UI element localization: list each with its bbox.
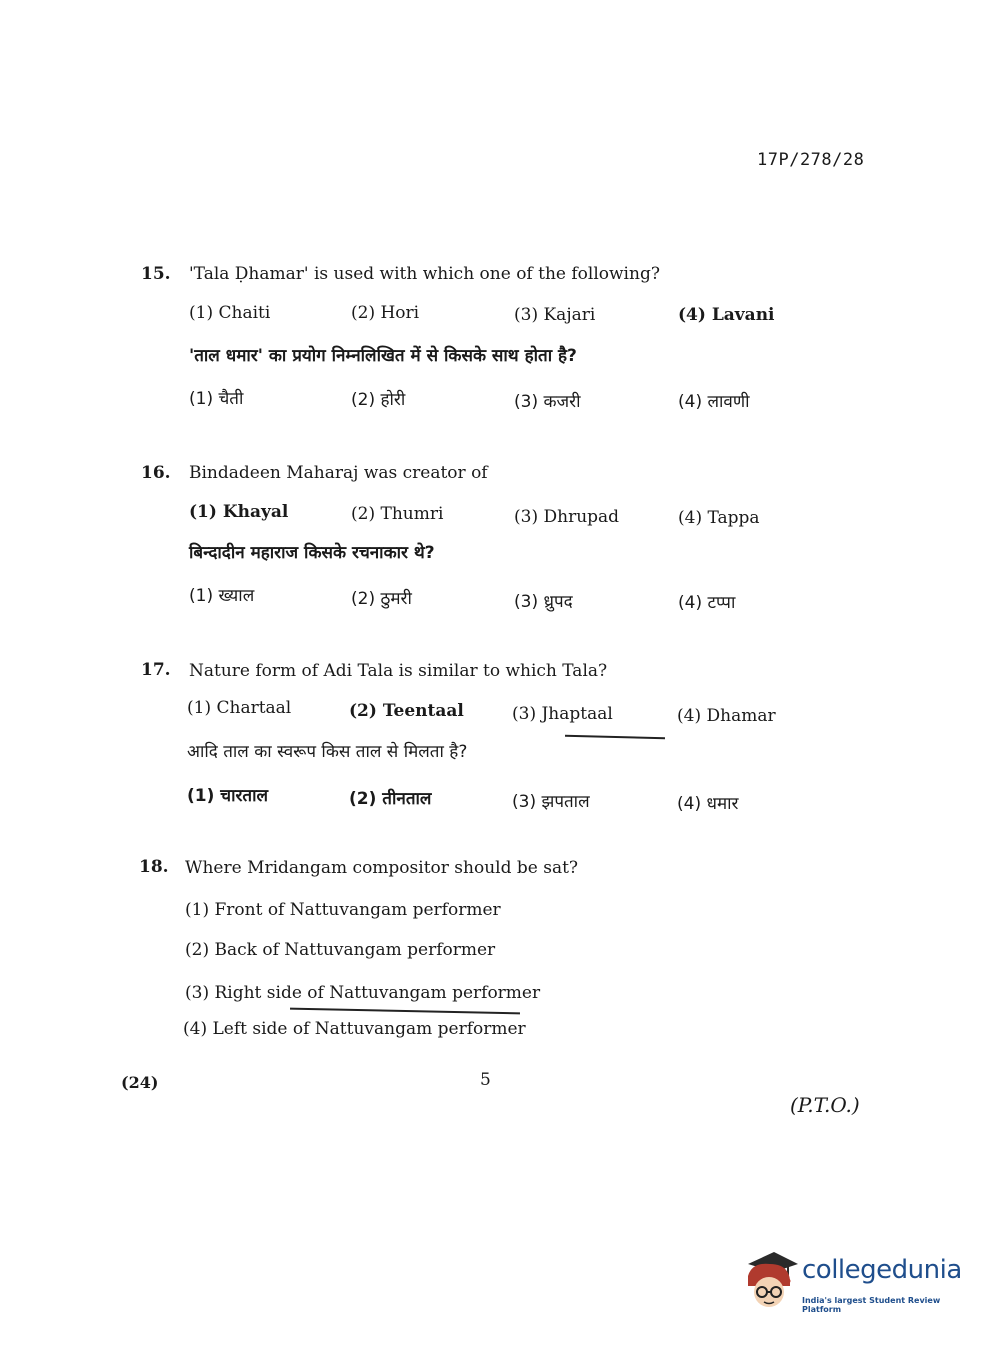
question-16-text-en: Bindadeen Maharaj was creator of [189,463,488,483]
q17-option-4-en: (4) Dhamar [677,706,776,726]
q15-option-2-en: (2) Hori [351,303,420,323]
q18-option-3: (3) Right side of Nattuvangam performer [185,983,541,1003]
collegedunia-logo [742,1250,972,1320]
q16-option-2-en: (2) Thumri [351,504,444,524]
paper-code: 17P/278/28 [757,150,865,170]
footer-count: (24) [121,1073,159,1092]
pto-note: (P.T.O.) [790,1093,860,1117]
mascot-icon [742,1250,798,1312]
q16-option-2-hi: (2) ठुमरी [351,589,412,609]
q18-option-4: (4) Left side of Nattuvangam performer [183,1019,526,1039]
question-17-text-hi: आदि ताल का स्वरूप किस ताल से मिलता है? [187,742,468,762]
q17-option-2-hi: (2) तीनताल [349,789,432,809]
q16-option-3-hi: (3) ध्रुपद [514,592,573,612]
logo-wordmark: collegedunia [802,1255,962,1285]
pen-underline-mark [565,735,665,740]
question-18-text-en: Where Mridangam compositor should be sat? [185,858,579,878]
q15-option-2-hi: (2) होरी [351,390,406,410]
q15-option-1-en: (1) Chaiti [189,303,271,323]
q16-option-4-hi: (4) टप्पा [678,593,736,613]
q17-option-3-en: (3) Jhaptaal [512,704,613,724]
question-16-text-hi: बिन्दादीन महाराज किसके रचनाकार थे? [189,543,435,563]
page-number: 5 [480,1070,491,1090]
q17-option-3-hi: (3) झपताल [512,792,590,812]
q16-option-3-en: (3) Dhrupad [514,507,620,527]
q16-option-1-hi: (1) ख्याल [189,586,255,606]
q15-option-3-en: (3) Kajari [514,305,596,325]
q17-option-1-hi: (1) चारताल [187,786,269,806]
question-16-number: 16. [141,463,171,483]
pen-underline-mark [290,1008,520,1015]
question-18-number: 18. [139,857,169,877]
question-15-text-hi: 'ताल धमार' का प्रयोग निम्नलिखित में से किसके साथ होता है? [189,346,577,366]
question-17-number: 17. [141,660,171,680]
q16-option-4-en: (4) Tappa [678,508,760,528]
q16-option-1-en: (1) Khayal [189,502,289,522]
logo-tagline: India's largest Student Review Platform [802,1296,941,1314]
q18-option-2: (2) Back of Nattuvangam performer [185,940,496,960]
question-15-text-en: 'Tala Ḍhamar' is used with which one of the following? [189,264,660,284]
q17-option-2-en: (2) Teentaal [349,701,464,721]
q18-option-1: (1) Front of Nattuvangam performer [185,900,501,920]
question-17-text-en: Nature form of Adi Tala is similar to which Tala? [189,661,608,681]
q15-option-4-en: (4) Lavani [678,305,775,325]
q17-option-1-en: (1) Chartaal [187,698,292,718]
q15-option-1-hi: (1) चैती [189,389,244,409]
q15-option-4-hi: (4) लावणी [678,392,750,412]
q15-option-3-hi: (3) कजरी [514,392,581,412]
q17-option-4-hi: (4) धमार [677,794,739,814]
question-15-number: 15. [141,264,171,284]
